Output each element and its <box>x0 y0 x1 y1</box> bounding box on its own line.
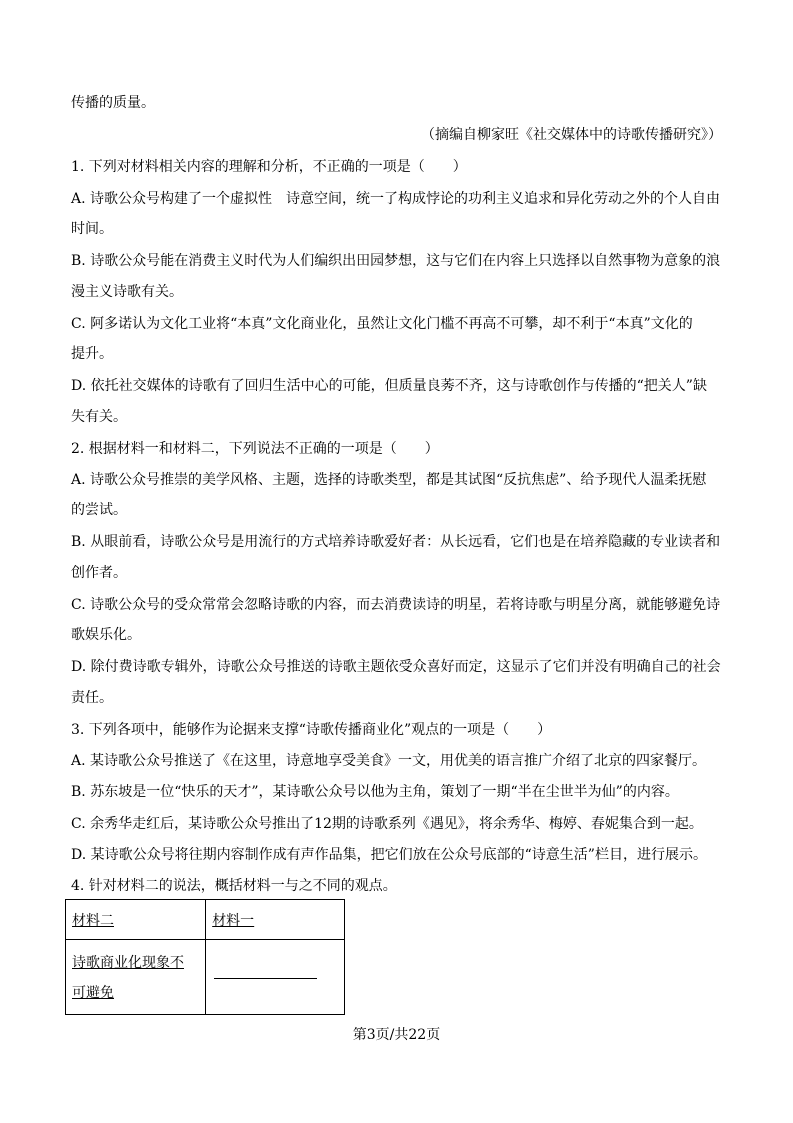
answer-blank[interactable] <box>214 978 317 979</box>
q1-option-d: D. 依托社交媒体的诗歌有了回归生活中心的可能，但质量良莠不齐，这与诗歌创作与传播的“把关人”缺 <box>71 378 707 394</box>
q3-option-a: A. 某诗歌公众号推送了《在这里，诗意地享受美食》一文，用优美的语言推广介绍了北京的四家餐厅。 <box>71 753 707 769</box>
question-3: 3. 下列各项中，能够作为论据来支撑“诗歌传播商业化”观点的一项是（ ） <box>71 722 552 738</box>
q1-option-c-cont: 提升。 <box>71 346 113 362</box>
q2-option-d-cont: 责任。 <box>71 690 113 706</box>
table-body-cell <box>206 940 345 1015</box>
text-line-0: 传播的质量。 <box>71 95 155 111</box>
q3-option-d: D. 某诗歌公众号将往期内容制作成有声作品集，把它们放在公众号底部的“诗意生活”栏目，进行展示。 <box>71 847 707 863</box>
q2-option-a-cont: 的尝试。 <box>71 502 127 518</box>
source-citation: （摘编自柳家旺《社交媒体中的诗歌传播研究》） <box>421 127 722 143</box>
page-footer: 第3页/共22页 <box>352 1027 441 1043</box>
table-cell-viewpoint <box>66 940 205 1008</box>
q1-option-b-cont: 漫主义诗歌有关。 <box>71 284 183 300</box>
table-header-cell <box>206 900 345 940</box>
q1-option-a: A. 诗歌公众号构建了一个虚拟性 诗意空间，统一了构成悖论的功利主义追求和异化劳动之外的个人自由 <box>71 191 721 207</box>
viewpoint-line-2: 可避免 <box>72 985 114 1001</box>
q2-option-b-cont: 创作者。 <box>71 565 127 581</box>
table-body-cell <box>66 940 206 1015</box>
question-1: 1. 下列对材料相关内容的理解和分析，不正确的一项是（ ） <box>71 159 467 175</box>
q3-option-b: B. 苏东坡是一位“快乐的天才”，某诗歌公众号以他为主角，策划了一期“半在尘世半为仙”的内容。 <box>71 784 679 800</box>
table-header-material-2: 材料二 <box>72 913 114 929</box>
q1-option-d-cont: 失有关。 <box>71 409 127 425</box>
q3-option-c: C. 余秀华走红后，某诗歌公众号推出了12期的诗歌系列《遇见》，将余秀华、梅婷、春妮集合到一起。 <box>71 816 703 832</box>
table-header-cell <box>66 900 206 940</box>
q2-option-d: D. 除付费诗歌专辑外，诗歌公众号推送的诗歌主题依受众喜好而定，这显示了它们并没有明确自己的社会 <box>71 659 721 675</box>
question-4: 4. 针对材料二的说法，概括材料一与之不同的观点。 <box>71 878 397 894</box>
q2-option-c-cont: 歌娱乐化。 <box>71 627 141 643</box>
table-header-material-1: 材料一 <box>212 913 255 929</box>
q2-option-b: B. 从眼前看，诗歌公众号是用流行的方式培养诗歌爱好者：从长远看，它们也是在培养隐藏的专业读者和 <box>71 534 721 550</box>
q2-option-c: C. 诗歌公众号的受众常常会忽略诗歌的内容，而去消费读诗的明星，若将诗歌与明星分离，就能够避免诗 <box>71 597 721 613</box>
q1-option-c: C. 阿多诺认为文化工业将“本真”文化商业化，虽然让文化门槛不再高不可攀，却不利于“本真”文化的 <box>71 316 693 332</box>
q1-option-b: B. 诗歌公众号能在消费主义时代为人们编织出田园梦想，这与它们在内容上只选择以自然事物为意象的浪 <box>71 253 721 269</box>
question-2: 2. 根据材料一和材料二，下列说法不正确的一项是（ ） <box>71 441 439 457</box>
comparison-table <box>65 899 345 1015</box>
q1-option-a-cont: 时间。 <box>71 221 113 237</box>
q2-option-a: A. 诗歌公众号推崇的美学风格、主题，选择的诗歌类型，都是其试图“反抗焦虑”、给予现代人温柔抚慰 <box>71 472 707 488</box>
viewpoint-line-1: 诗歌商业化现象不 <box>72 955 184 971</box>
